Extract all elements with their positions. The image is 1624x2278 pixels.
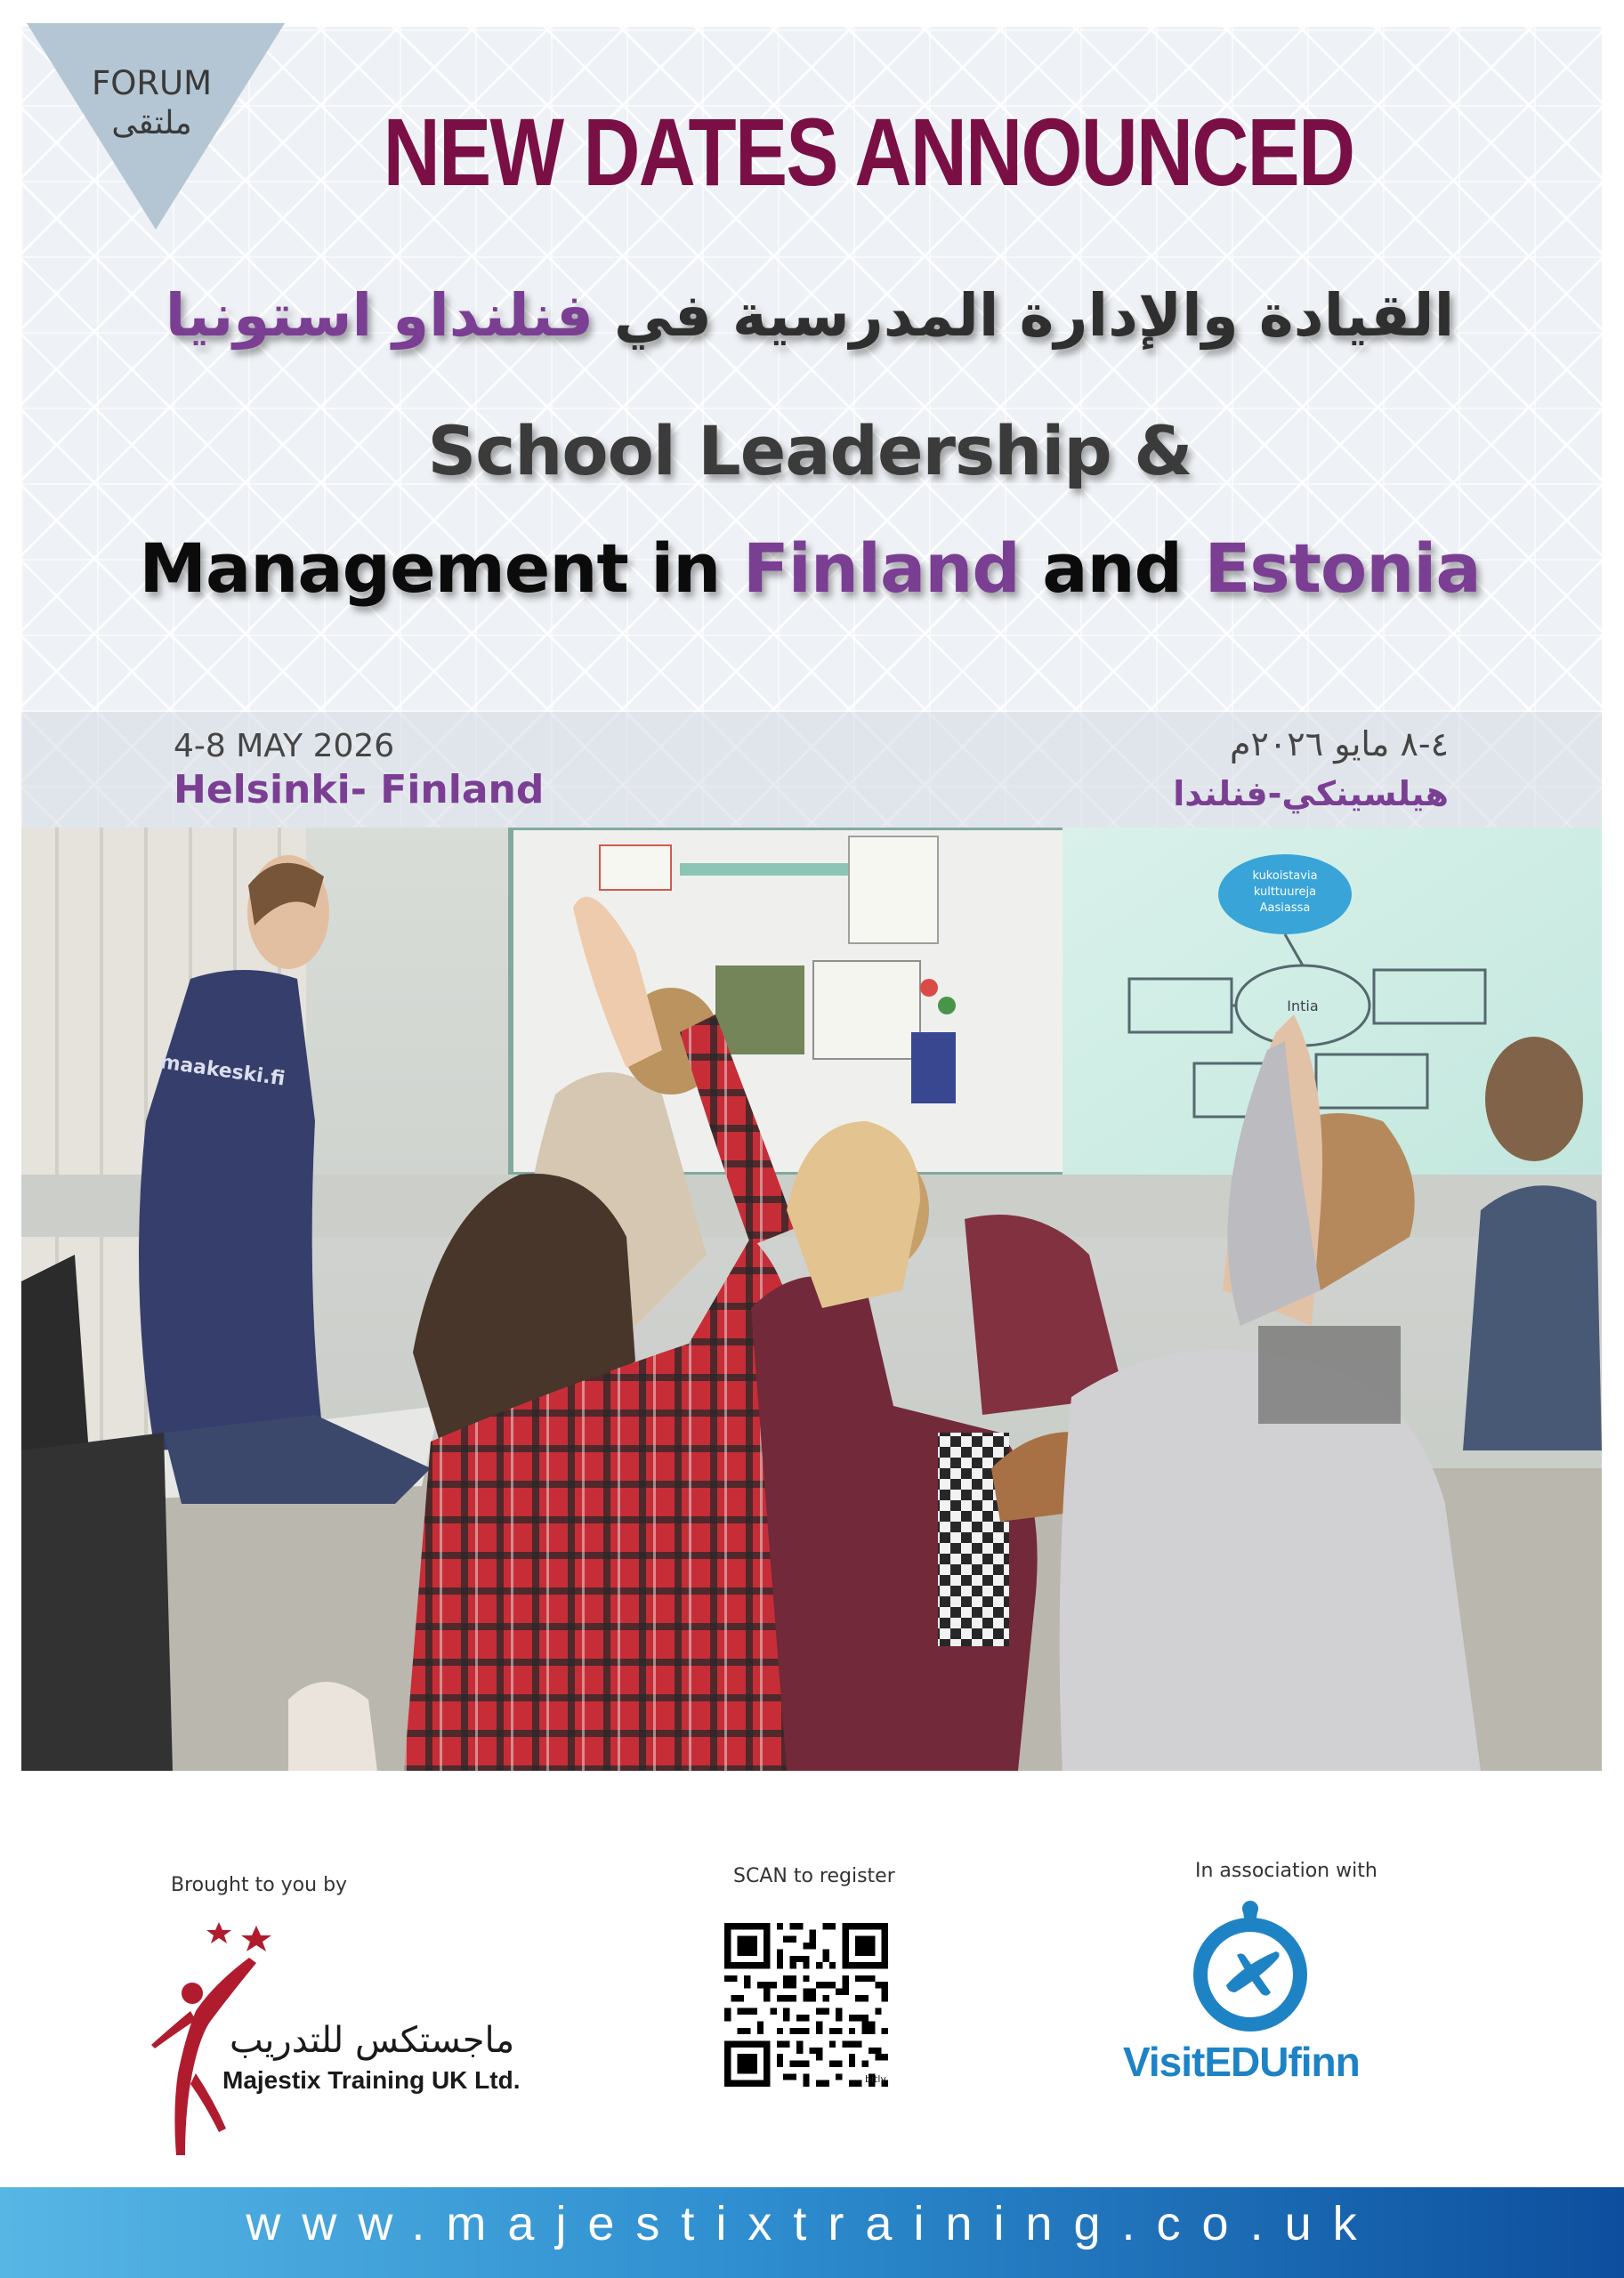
title-country-estonia: Estonia: [1204, 529, 1481, 608]
board-bubble-line3: Aasiassa: [1259, 901, 1311, 915]
qr-caption: bitly: [865, 2073, 886, 2085]
title-country-finland: Finland: [742, 529, 1020, 608]
board-bubble-line1: kukoistavia: [1252, 869, 1318, 883]
forum-label: FORUM: [91, 64, 213, 102]
forum-label-arabic: ملتقى: [111, 104, 192, 141]
title-arabic-countries: فنلنداو استونيا: [165, 281, 594, 350]
title-arabic-part1: القيادة والإدارة المدرسية في: [593, 281, 1455, 350]
association-label: In association with: [1195, 1860, 1378, 1882]
brought-to-you-label: Brought to you by: [171, 1874, 348, 1896]
title-english-line2: [89, 529, 1531, 608]
shirt-text: maakeski.fi: [158, 1051, 287, 1091]
headline: NEW DATES ANNOUNCED: [383, 98, 1354, 206]
majestix-name-arabic: ماجستكس للتدريب: [230, 2020, 515, 2061]
classroom-photo: [21, 828, 1602, 1771]
title-arabic: [89, 281, 1531, 350]
event-city: Helsinki- Finland: [174, 767, 545, 812]
event-date-arabic: ٤-٨ مايو ٢٠٢٦م: [1229, 724, 1449, 763]
board-bubble-line2: kulttuureja: [1253, 885, 1317, 899]
scan-to-register-label: SCAN to register: [733, 1865, 895, 1887]
qr-code[interactable]: [724, 1920, 888, 2089]
visitedu-logo-icon: [1184, 1900, 1317, 2033]
majestix-name-english: Majestix Training UK Ltd.: [222, 2066, 521, 2094]
title-line2-and: and: [1019, 529, 1205, 608]
forum-badge-text: [61, 66, 243, 141]
title-line2-prefix: Management in: [139, 529, 743, 608]
website-link[interactable]: www.majestixtraining.co.uk: [246, 2197, 1378, 2250]
event-date: 4-8 MAY 2026: [174, 728, 395, 764]
board-center-word: Intia: [1287, 998, 1319, 1014]
event-city-arabic: هيلسينكي-فنلندا: [1173, 774, 1449, 813]
visitedu-name: VisitEDUfinn: [1123, 2039, 1360, 2085]
title-english-line1: School Leadership &: [427, 411, 1192, 490]
